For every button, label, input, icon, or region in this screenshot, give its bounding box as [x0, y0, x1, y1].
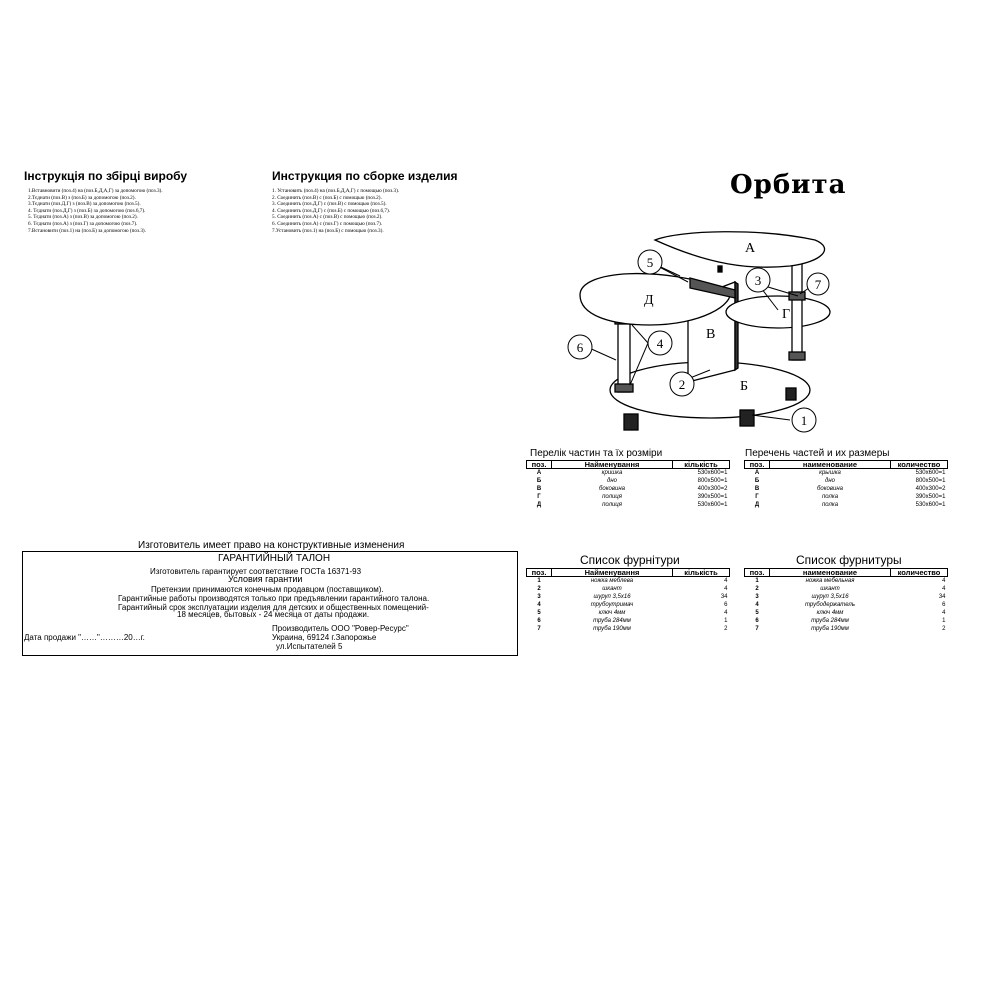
- leg-left: [618, 320, 630, 392]
- table-row: [745, 625, 948, 633]
- table-row: [527, 601, 730, 609]
- table-cell: 4: [724, 609, 728, 616]
- table-row: [745, 469, 948, 478]
- table-cell: 4: [537, 601, 541, 608]
- table-row: [745, 485, 948, 493]
- instruction-step: 3.Тєднати (поз.Д,Г) з (поз.В) за допомогою (поз.5).: [28, 201, 141, 208]
- table-cell: ключ 4мм: [598, 609, 626, 616]
- table-cell: 800х500=1: [915, 477, 946, 484]
- instruction-step: 2.Тєднати (поз.В) з (поз.Б) за допомогою (поз.2).: [28, 194, 136, 201]
- table-row: [527, 577, 730, 586]
- table-row: [527, 485, 730, 493]
- table-cell: 3: [755, 593, 759, 600]
- parts-ru-table: [744, 460, 948, 509]
- table-cell: Д: [754, 501, 760, 508]
- table-cell: 6: [537, 617, 541, 624]
- table-cell: дно: [607, 477, 617, 484]
- table-row: [745, 577, 948, 586]
- caster: [740, 410, 754, 426]
- table-row: [745, 477, 948, 485]
- label-g: Г: [782, 307, 791, 322]
- table-cell: дно: [825, 477, 835, 484]
- table-row: [745, 493, 948, 501]
- warranty-line: Претензии принимаются конечным продавцом (поставщиком).: [151, 585, 384, 594]
- table-row: [745, 585, 948, 593]
- table-row: [527, 469, 730, 478]
- table-cell: 6: [724, 601, 728, 608]
- caster: [624, 414, 638, 430]
- table-cell: 2: [724, 625, 728, 632]
- instructions-steps-ru: [272, 188, 399, 234]
- table-cell: 5: [755, 609, 759, 616]
- parts-ua-table: [526, 460, 730, 509]
- table-cell: труба 190мм: [811, 625, 849, 632]
- manufacturer-name: Производитель ООО "Ровер-Ресурс": [272, 624, 409, 633]
- table-cell: Г: [537, 493, 541, 500]
- table-row: [527, 617, 730, 625]
- table-cell: 390х500=1: [915, 493, 946, 500]
- col-header: Найменування: [552, 461, 673, 469]
- hardware-ua-table: [526, 568, 730, 633]
- table-cell: 390х500=1: [697, 493, 728, 500]
- hardware-ru-table: [744, 568, 948, 633]
- table-cell: 4: [724, 585, 728, 592]
- instruction-step: 7.Встановити (поз.1) на (поз.Б) за допомогою (поз.3).: [28, 227, 146, 234]
- instruction-step: 6. Соединить (поз.А) с (поз.Г) с помощью (поз.7).: [272, 220, 383, 227]
- table-cell: труба 284мм: [811, 617, 849, 624]
- sale-date: Дата продажи "……"………20…г.: [24, 633, 145, 642]
- table-cell: кришка: [601, 469, 623, 476]
- table-row: [527, 477, 730, 485]
- product-name: Орбита: [730, 170, 847, 200]
- manufacturer-address: Украина, 69124 г.Запорожье: [272, 633, 377, 642]
- table-cell: 1: [724, 617, 728, 624]
- instruction-step: 2. Соединить (поз.В) с (поз.Б) с помощью (поз.2).: [272, 194, 382, 201]
- table-row: [527, 501, 730, 509]
- table-cell: Б: [754, 477, 760, 484]
- manufacturer-street: ул.Испытателей 5: [276, 642, 343, 651]
- table-cell: В: [754, 485, 760, 492]
- instruction-step: 7.Установить (поз.1) на (поз.Б) с помощью (поз.3).: [272, 227, 384, 234]
- table-cell: ножка мебельная: [805, 577, 855, 584]
- table-cell: 400х300=2: [697, 485, 728, 492]
- label-a: А: [745, 241, 756, 256]
- instruction-step: 4. Соединить (поз.Д,Г) с (поз.Б) с помощью (поз.6,7).: [272, 207, 391, 214]
- parts-ru-title: Перечень частей и их размеры: [745, 448, 890, 459]
- table-cell: 530х600=1: [915, 469, 946, 476]
- instruction-step: 4. Тєднати (поз.Д,Г) з (поз.Б) за допомогою (поз.6,7).: [28, 207, 146, 214]
- table-cell: Б: [536, 477, 542, 484]
- table-cell: трубодержатель: [805, 601, 855, 608]
- table-cell: 2: [537, 585, 541, 592]
- callout-2: 2: [678, 377, 686, 392]
- table-cell: трубоутримач: [590, 601, 634, 608]
- table-cell: 530х600=1: [697, 469, 728, 476]
- callout-1: 1: [800, 413, 808, 428]
- table-cell: 6: [755, 617, 759, 624]
- table-row: [745, 593, 948, 601]
- table-cell: шуруп 3,5х16: [593, 593, 631, 600]
- col-header: количество: [891, 461, 948, 469]
- table-cell: 5: [537, 609, 541, 616]
- instructions-title-ru: Инструкция по сборке изделия: [272, 169, 458, 183]
- table-cell: 1: [942, 617, 946, 624]
- table-cell: 1: [537, 577, 541, 584]
- table-row: [745, 501, 948, 509]
- table-cell: 2: [942, 625, 946, 632]
- table-row: [745, 609, 948, 617]
- col-header: наименование: [770, 569, 891, 577]
- callout-3: 3: [754, 273, 762, 288]
- instruction-step: 1. Установить (поз.4) на (поз.Б,Д,А,Г) с помощью (поз.3).: [272, 188, 400, 194]
- assembly-diagram: [560, 220, 850, 440]
- table-cell: ключ 4мм: [816, 609, 844, 616]
- table-row: [527, 625, 730, 633]
- col-header: кількість: [673, 569, 730, 577]
- callout-5: 5: [646, 255, 654, 270]
- table-cell: 530х600=1: [915, 501, 946, 508]
- warranty-title: ГАРАНТИЙНЫЙ ТАЛОН: [218, 553, 331, 564]
- table-cell: полиця: [602, 501, 622, 508]
- table-cell: 4: [942, 585, 946, 592]
- table-cell: боковина: [817, 485, 843, 492]
- label-d: Д: [644, 293, 654, 308]
- warranty-conditions-title: Условия гарантии: [228, 574, 303, 584]
- table-cell: 1: [755, 577, 759, 584]
- table-cell: 400х300=2: [915, 485, 946, 492]
- shelf-top-a: [655, 232, 825, 267]
- col-header: наименование: [770, 461, 891, 469]
- col-header: поз.: [745, 569, 770, 577]
- table-cell: боковина: [599, 485, 625, 492]
- col-header: Найменування: [552, 569, 673, 577]
- warranty-gost: Изготовитель гарантирует соответствие ГОСТа 16371-93: [150, 567, 362, 576]
- instructions-steps-ua: [28, 188, 163, 234]
- table-cell: 3: [537, 593, 541, 600]
- caster: [786, 388, 796, 400]
- table-cell: Д: [536, 501, 542, 508]
- instruction-step: 5. Тєднати (поз.А) з (поз.В) за допомогою (поз.2).: [28, 214, 138, 221]
- table-cell: Г: [755, 493, 759, 500]
- table-cell: шуруп 3,5х16: [811, 593, 849, 600]
- table-cell: шкант: [602, 585, 622, 592]
- table-cell: труба 284мм: [593, 617, 631, 624]
- table-cell: ножка меблева: [590, 577, 634, 584]
- instruction-step: 1.Вставновити (поз.4) на (поз.Б,Д,А,Г) за допомогою (поз.3).: [28, 188, 163, 194]
- table-row: [527, 609, 730, 617]
- table-cell: крышка: [819, 469, 841, 476]
- table-row: [745, 617, 948, 625]
- table-cell: полиця: [602, 493, 622, 500]
- table-cell: 34: [938, 593, 946, 600]
- warranty-line: 18 месяцев, бытовых - 24 месяца от даты продажи.: [177, 610, 370, 619]
- col-header: кількість: [673, 461, 730, 469]
- instruction-step: 6. Тєднати (поз.А) з (поз.Г) за допомогою (поз.7).: [28, 220, 138, 227]
- table-cell: 6: [942, 601, 946, 608]
- leg-right: [792, 250, 802, 360]
- col-header: поз.: [527, 461, 552, 469]
- table-row: [527, 593, 730, 601]
- table-row: [527, 585, 730, 593]
- table-cell: 7: [537, 625, 541, 632]
- hardware-ua-title: Список фурнітури: [580, 553, 680, 567]
- table-cell: труба 190мм: [593, 625, 631, 632]
- table-cell: 4: [755, 601, 759, 608]
- callout-4: 4: [656, 336, 664, 351]
- table-cell: 800х500=1: [697, 477, 728, 484]
- label-b: Б: [740, 379, 749, 394]
- instructions-title-ua: Інструкція по збірці виробу: [24, 169, 188, 183]
- shelf-g: [726, 296, 830, 328]
- instruction-step: 5. Соединить (поз.А) с (поз.В) с помощью (поз.2).: [272, 214, 383, 221]
- table-cell: 4: [942, 577, 946, 584]
- table-cell: 4: [724, 577, 728, 584]
- manufacturer-notice: Изготовитель имеет право на конструктивные изменения: [138, 540, 405, 551]
- table-cell: А: [754, 469, 760, 476]
- table-cell: 530х600=1: [697, 501, 728, 508]
- col-header: поз.: [745, 461, 770, 469]
- table-cell: 2: [755, 585, 759, 592]
- col-header: количество: [891, 569, 948, 577]
- table-cell: шкант: [820, 585, 840, 592]
- table-cell: полка: [821, 493, 839, 500]
- warranty-line: Гарантийные работы производятся только при предъявлении гарантийного талона.: [118, 594, 430, 603]
- table-row: [745, 601, 948, 609]
- label-v: В: [706, 327, 716, 342]
- warranty-line: Гарантийный срок эксплуатации изделия для детских и общественных помещений-: [118, 603, 429, 612]
- callout-6: 6: [576, 340, 584, 355]
- callout-7: 7: [814, 277, 822, 292]
- table-row: [527, 493, 730, 501]
- table-cell: полка: [821, 501, 839, 508]
- table-cell: В: [536, 485, 542, 492]
- col-header: поз.: [527, 569, 552, 577]
- table-cell: 7: [755, 625, 759, 632]
- table-cell: А: [536, 469, 542, 476]
- instruction-step: 3. Соединить (поз.Д,Г) с (поз.В) с помощью (поз.5).: [272, 201, 387, 208]
- hardware-ru-title: Список фурнитуры: [796, 553, 902, 567]
- table-cell: 4: [942, 609, 946, 616]
- table-cell: 34: [720, 593, 728, 600]
- parts-ua-title: Перелік частин та їх розміри: [530, 448, 663, 459]
